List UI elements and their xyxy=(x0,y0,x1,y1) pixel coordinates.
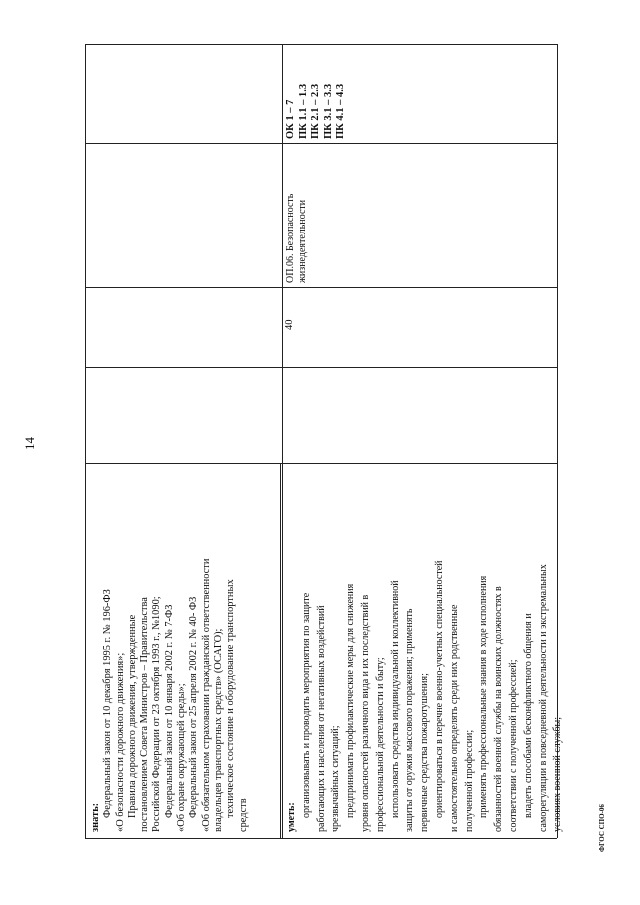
competency-item: ПК 2.1 – 2.3 xyxy=(310,83,322,139)
discipline-line: жизнедеятельности xyxy=(297,199,308,283)
know-line: средств xyxy=(237,798,249,832)
know-line: Федеральный закон от 25 апреля 2002 г. № 40- ФЗ xyxy=(188,596,200,818)
skills-line: уровня опасностей различного вида и их последствий в xyxy=(359,594,371,832)
hours-value: 40 xyxy=(284,319,295,330)
skills-line: предпринимать профилактические меры для снижения xyxy=(345,583,357,818)
know-label: знать: xyxy=(90,802,101,832)
know-line: владельцев транспортных средств» (ОСАГО); xyxy=(212,628,224,832)
know-line: Правила дорожного движения, утвержденные xyxy=(126,614,138,818)
skills-line: обязанностей военной службы на воинских должностях в xyxy=(493,586,505,832)
skills-line: ориентироваться в перечне военно-учетных специальностей xyxy=(433,560,445,818)
skills-line: чрезвычайных ситуаций; xyxy=(330,725,342,832)
know-line: «Об охране окружающей среды»; xyxy=(176,683,188,832)
skills-line: работающих и населения от негативных воздействий xyxy=(315,605,327,832)
know-line: «О безопасности дорожного движения»; xyxy=(114,652,126,832)
skills-line: владеть способами бесконфликтного общения и xyxy=(522,613,534,818)
footer-code: ФГОС СПО-06 xyxy=(598,804,606,852)
table-row-divider xyxy=(85,463,557,464)
competency-item: ПК 4.1 – 4.3 xyxy=(335,83,347,139)
page-number: 14 xyxy=(22,437,37,450)
discipline-line: ОП.06. Безопасность xyxy=(285,193,296,283)
know-line: Российской Федерации от 23 октября 1993 г., №1090; xyxy=(151,596,163,832)
skills-line: организовывать и проводить мероприятия по защите xyxy=(300,592,312,818)
competencies-cell xyxy=(285,45,348,139)
skills-line: профессиональной деятельности и быту; xyxy=(374,657,386,832)
table-column-divider xyxy=(282,44,283,838)
table-border-left xyxy=(85,44,86,838)
skills-line: условиях военной службы; xyxy=(552,716,564,832)
skills-line: соответствии с полученной профессией; xyxy=(507,659,519,832)
know-line: техническое состояние и оборудование транспортных xyxy=(225,579,237,818)
skills-line: применять профессиональные знания в ходе исполнения xyxy=(478,575,490,818)
table-row-divider xyxy=(85,287,557,288)
know-line: Федеральный закон от 10 декабря 1995 г. № 196-ФЗ xyxy=(102,589,114,818)
skills-label: уметь: xyxy=(286,802,297,832)
competency-item: ОК 1 – 7 xyxy=(285,99,296,139)
know-line: Федеральный закон от 10 января 2002 г. № 7-ФЗ xyxy=(163,604,175,818)
table-border-bottom xyxy=(85,838,557,839)
skills-block xyxy=(285,466,566,832)
know-block xyxy=(90,466,250,832)
table-row-divider xyxy=(85,143,557,144)
skills-line: полученной профессии; xyxy=(463,729,475,832)
know-line: «Об обязательном страховании гражданской ответственности xyxy=(200,558,212,832)
competency-item: ПК 3.1 – 3.3 xyxy=(322,83,334,139)
skills-line: саморегуляции в повседневной деятельности и экстремальных xyxy=(537,564,549,832)
know-line: постановлением Совета Министров – Правительства xyxy=(139,597,151,832)
skills-line: и самостоятельно определять среди них родственные xyxy=(448,604,460,832)
table-row-divider xyxy=(85,367,557,368)
discipline-cell xyxy=(285,145,309,283)
cell-inner-divider xyxy=(280,463,281,838)
skills-line: использовать средства индивидуальной и коллективной xyxy=(389,580,401,818)
skills-line: первичные средства пожаротушения; xyxy=(419,673,431,832)
competency-item: ПК 1.1 – 1.3 xyxy=(297,83,309,139)
skills-line: защиты от оружия массового поражения; применять xyxy=(404,608,416,832)
